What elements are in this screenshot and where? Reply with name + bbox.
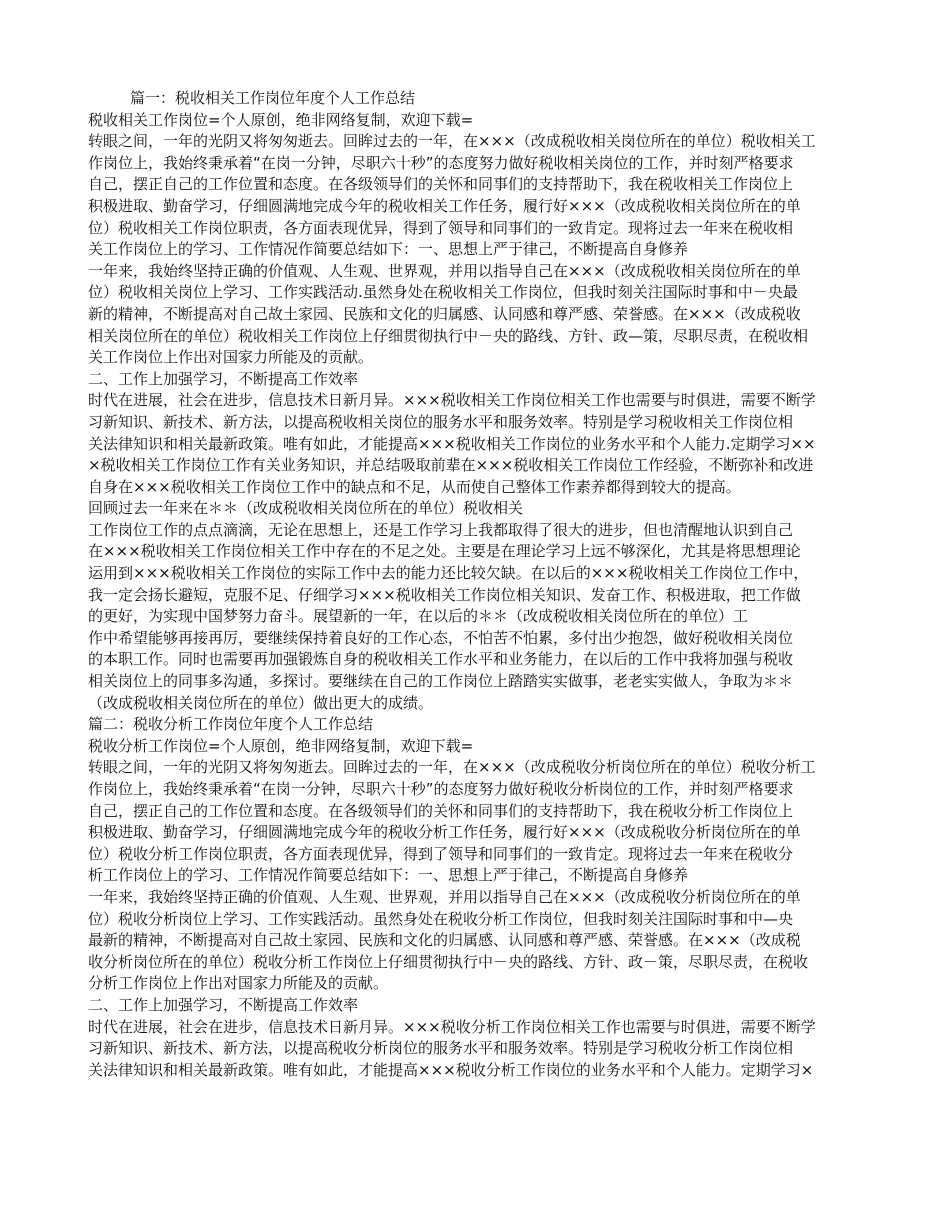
text-line: 位）税收分析岗位上学习、工作实践活动。虽然身处在税收分析工作岗位，但我时刻关注国际时事和中—央 (88, 909, 794, 928)
text-line: （改成税收相关岗位所在的单位）做出更大的成绩。 (88, 693, 434, 712)
text-line: 分析工作岗位上作出对国家力所能及的贡献。 (88, 974, 389, 993)
text-line: 收分析岗位所在的单位）税收分析工作岗位上仔细贯彻执行中－央的路线、方针、政－策，尽职尽责，在税收 (88, 952, 809, 971)
text-line: 关工作岗位上作出对国家力所能及的贡献。 (88, 348, 374, 367)
text-line: 转眼之间，一年的光阴又将匆匆逝去。回眸过去的一年，在×××（改成税收分析岗位所在的单位）税收分析工 (88, 758, 816, 777)
text-line: 的本职工作。同时也需要再加强锻炼自身的税收相关工作水平和业务能力，在以后的工作中我将加强与税收 (88, 650, 794, 669)
section-title-two: 篇二：税收分析工作岗位年度个人工作总结 (88, 715, 374, 734)
text-line: 二、工作上加强学习，不断提高工作效率 (88, 995, 359, 1014)
text-line: 习新知识、新技术、新方法，以提高税收相关岗位的服务水平和服务效率。特别是学习税收相关工作岗位相 (88, 412, 794, 431)
text-line: 位）税收相关岗位上学习、工作实践活动.虽然身处在税收相关工作岗位，但我时刻关注国际时事和中－央最 (88, 283, 798, 302)
text-line: 相关岗位上的同事多沟通，多探讨。要继续在自己的工作岗位上踏踏实实做事，老老实实做人，争取为＊＊ (88, 672, 794, 691)
text-line: 关工作岗位上的学习、工作情况作简要总结如下：一、思想上严于律己，不断提高自身修养 (88, 240, 689, 259)
text-line: 自身在×××税收相关工作岗位工作中的缺点和不足，从而使自己整体工作素养都得到较大的提高。 (88, 477, 741, 496)
text-line: 自己，摆正自己的工作位置和态度。在各级领导们的关怀和同事们的支持帮助下，我在税收相关工作岗位上 (88, 175, 794, 194)
text-line: 习新知识、新技术、新方法，以提高税收分析岗位的服务水平和服务效率。特别是学习税收分析工作岗位相 (88, 1039, 794, 1058)
text-line: 相关岗位所在的单位）税收相关工作岗位上仔细贯彻执行中－央的路线、方针、政—策，尽职尽责，在税收相 (88, 326, 809, 345)
text-line: 转眼之间，一年的光阴又将匆匆逝去。回眸过去的一年，在×××（改成税收相关岗位所在的单位）税收相关工 (88, 132, 816, 151)
text-line: 工作岗位工作的点点滴滴，无论在思想上，还是工作学习上我都取得了很大的进步，但也清醒地认识到自己 (88, 520, 794, 539)
text-line: 的更好，为实现中国梦努力奋斗。展望新的一年，在以后的＊＊（改成税收相关岗位所在的单位）工 (88, 607, 749, 626)
section-title-one: 篇一：税收相关工作岗位年度个人工作总结 (130, 89, 416, 107)
text-line: 自己，摆正自己的工作位置和态度。在各级领导们的关怀和同事们的支持帮助下，我在税收分析工作岗位上 (88, 801, 794, 820)
text-line: 一年来，我始终坚持正确的价值观、人生观、世界观，并用以指导自己在×××（改成税收相关岗位所在的单 (88, 261, 801, 280)
text-line: 作岗位上，我始终秉承着“在岗一分钟，尽职六十秒”的态度努力做好税收相关岗位的工作，并时刻严格要求 (88, 153, 794, 172)
text-line: 关法律知识和相关最新政策。唯有如此，才能提高×××税收相关工作岗位的业务水平和个人能力.定期学习×× (88, 434, 816, 453)
text-line: 税收分析工作岗位=个人原创，绝非网络复制，欢迎下载= (88, 736, 474, 755)
text-line: 在×××税收相关工作岗位相关工作中存在的不足之处。主要是在理论学习上远不够深化，尤其是将思想理论 (88, 542, 801, 561)
text-line: 作岗位上，我始终秉承着“在岗一分钟，尽职六十秒”的态度努力做好税收分析岗位的工作，并时刻严格要求 (88, 780, 794, 798)
text-line: ×税收相关工作岗位工作有关业务知识，并总结吸取前辈在×××税收相关工作岗位工作经验，不断弥补和改进 (88, 456, 814, 475)
text-line: 位）税收相关工作岗位职责，各方面表现优异，得到了领导和同事们的一致肯定。现将过去一年来在税收相 (88, 218, 794, 237)
text-line: 我一定会扬长避短，克服不足、仔细学习×××税收相关工作岗位相关知识、发奋工作、积极进取，把工作做 (88, 585, 801, 604)
text-line: 关法律知识和相关最新政策。唯有如此，才能提高×××税收分析工作岗位的业务水平和个人能力。定期学习× (88, 1060, 814, 1079)
document-body (88, 88, 864, 1081)
text-line: 运用到×××税收相关工作岗位的实际工作中去的能力还比较欠缺。在以后的×××税收相关工作岗位工作中， (88, 564, 809, 583)
text-line: 积极进取、勤奋学习，仔细圆满地完成今年的税收分析工作任务，履行好×××（改成税收分析岗位所在的单 (88, 823, 801, 842)
text-line: 作中希望能够再接再厉，要继续保持着良好的工作心态，不怕苦不怕累，多付出少抱怨，做好税收相关岗位 (88, 628, 794, 647)
text-line: 二、工作上加强学习，不断提高工作效率 (88, 369, 359, 388)
text-line: 时代在进展，社会在进步，信息技术日新月异。×××税收分析工作岗位相关工作也需要与时俱进，需要不断学 (88, 1017, 816, 1036)
text-line: 位）税收分析工作岗位职责，各方面表现优异，得到了领导和同事们的一致肯定。现将过去一年来在税收分 (88, 844, 794, 863)
text-line: 一年来，我始终坚持正确的价值观、人生观、世界观，并用以指导自己在×××（改成税收分析岗位所在的单 (88, 887, 801, 906)
text-line: 析工作岗位上的学习、工作情况作简要总结如下：一、思想上严于律己，不断提高自身修养 (88, 866, 689, 885)
text-line: 税收相关工作岗位=个人原创，绝非网络复制，欢迎下载= (88, 110, 474, 129)
text-line: 时代在进展，社会在进步，信息技术日新月异。×××税收相关工作岗位相关工作也需要与时俱进，需要不断学 (88, 391, 816, 410)
text-line: 回顾过去一年来在＊＊（改成税收相关岗位所在的单位）税收相关 (88, 499, 524, 518)
text-line: 最新的精神，不断提高对自己故土家园、民族和文化的归属感、认同感和尊严感、荣誉感。在×××（改成税 (88, 931, 801, 950)
text-line: 新的精神，不断提高对自己故土家园、民族和文化的归属感、认同感和尊严感、荣誉感。在×××（改成税收 (88, 304, 801, 323)
text-line: 积极进取、勤奋学习，仔细圆满地完成今年的税收相关工作任务，履行好×××（改成税收相关岗位所在的单 (88, 196, 801, 215)
